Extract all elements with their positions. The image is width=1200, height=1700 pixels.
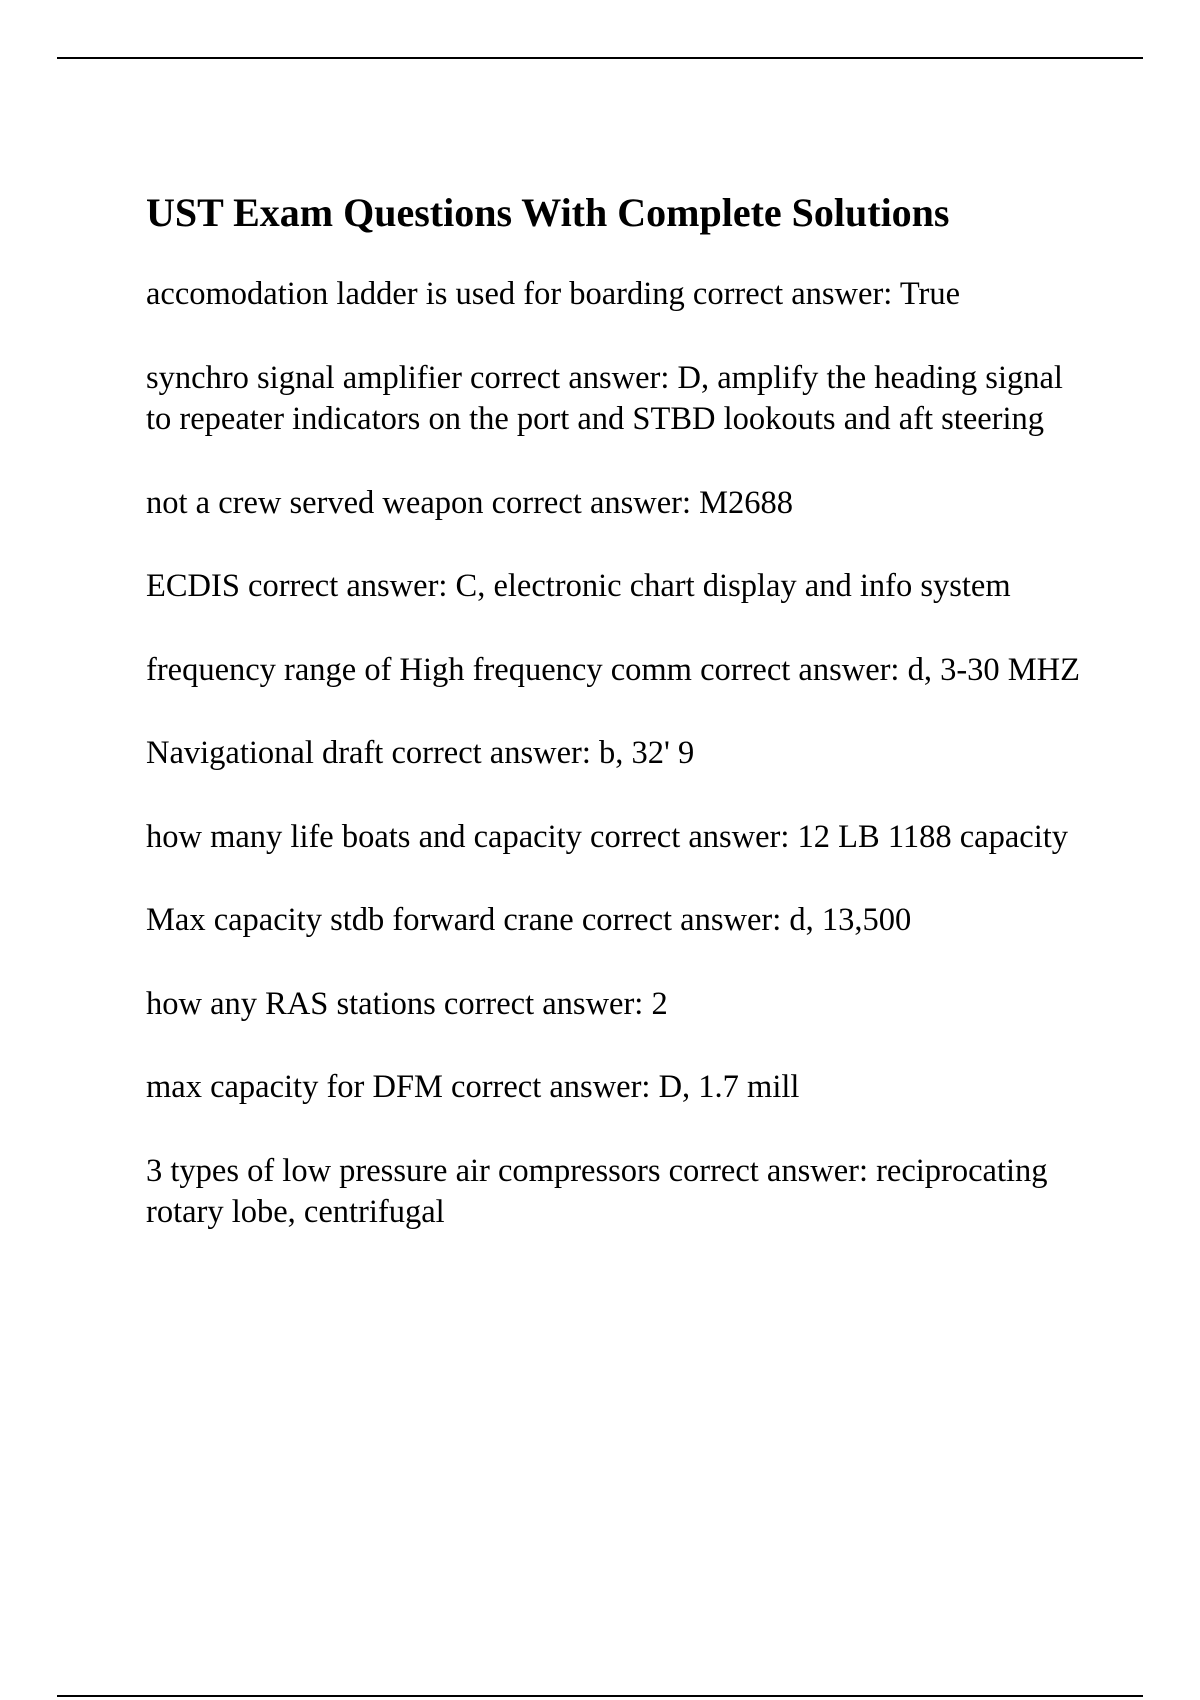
- qa-item: max capacity for DFM correct answer: D, 1.7 mill: [146, 1069, 800, 1105]
- qa-item: ECDIS correct answer: C, electronic chart display and info system: [146, 568, 1011, 604]
- qa-item: synchro signal amplifier correct answer: D, amplify the heading signal to repeater indicators on the port and STBD lookouts and aft steering: [146, 359, 1063, 437]
- header-rule: [57, 57, 1143, 59]
- qa-item: accomodation ladder is used for boarding correct answer: True: [146, 276, 961, 312]
- qa-item: how any RAS stations correct answer: 2: [146, 985, 668, 1022]
- footer-rule: [57, 1695, 1143, 1697]
- document-title: UST Exam Questions With Complete Solutions: [146, 190, 950, 235]
- qa-item: Max capacity stdb forward crane correct answer: d, 13,500: [146, 902, 912, 938]
- qa-item: Navigational draft correct answer: b, 32' 9: [146, 735, 695, 771]
- qa-list: [146, 274, 1090, 1234]
- qa-item: not a crew served weapon correct answer: M2688: [146, 484, 794, 521]
- qa-item: how many life boats and capacity correct answer: 12 LB 1188 capacity: [146, 818, 1068, 855]
- qa-item: frequency range of High frequency comm correct answer: d, 3-30 MHZ: [146, 651, 1081, 688]
- document-body: [146, 186, 1090, 1276]
- qa-item: 3 types of low pressure air compressors correct answer: reciprocating rotary lobe, centrifugal: [146, 1152, 1048, 1230]
